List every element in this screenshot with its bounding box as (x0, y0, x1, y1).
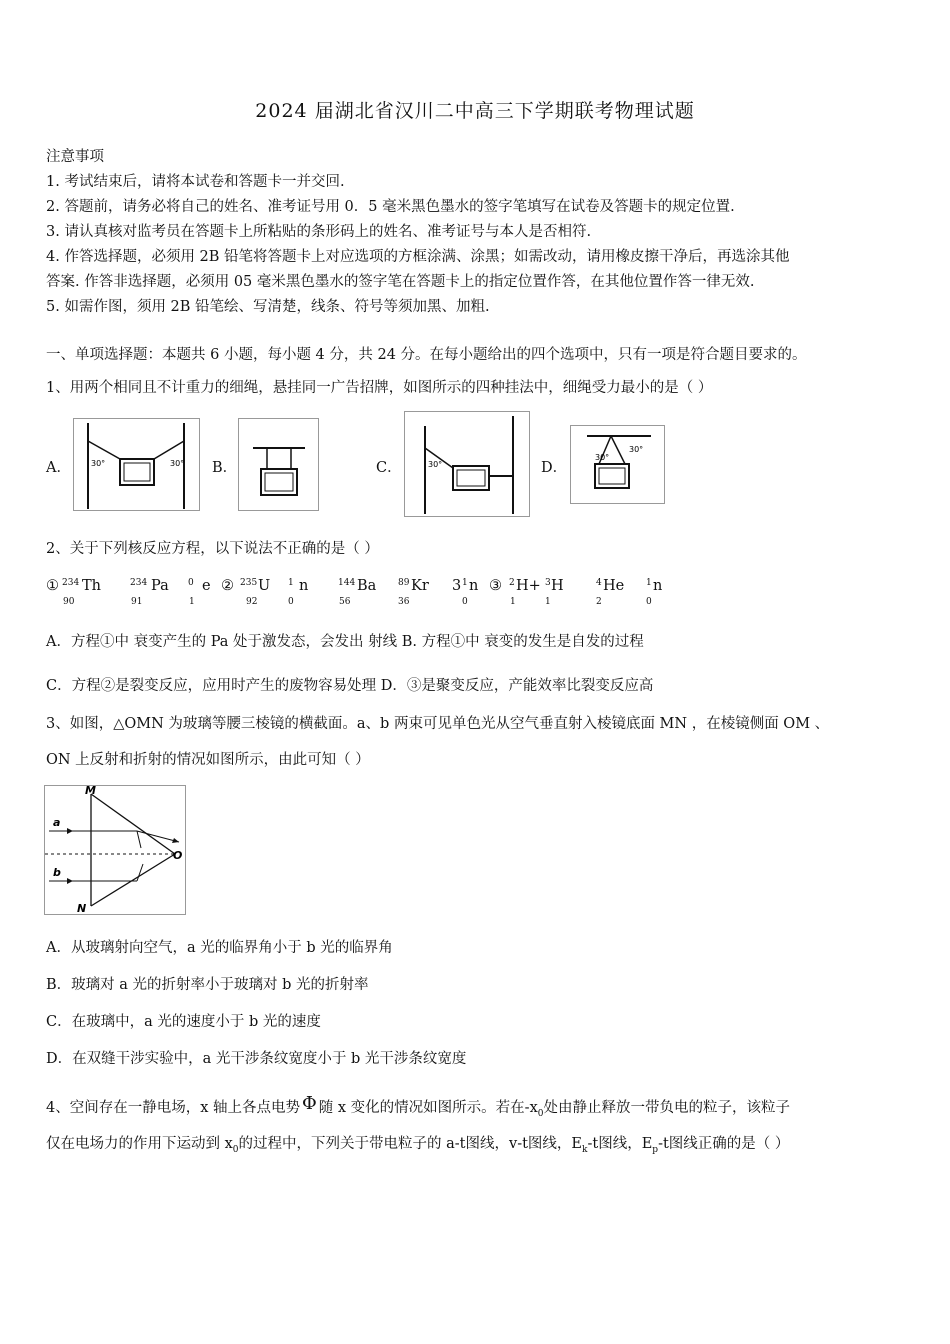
notice-item: 1. 考试结束后，请将本试卷和答题卡一并交回. (46, 174, 345, 190)
angle-label: 30° (91, 459, 106, 468)
phi-symbol: Φ (302, 1093, 317, 1114)
angle-label: 30° (428, 460, 443, 469)
nuclide-n-x3: 3 1 0 n (452, 578, 479, 607)
page-title: 2024 届湖北省汉川二中高三下学期联考物理试题 (255, 100, 695, 122)
nuclide-u: 235 92 U (240, 578, 271, 607)
q1-option-c-label: C． (376, 460, 402, 476)
ray-b-label: b (53, 866, 61, 879)
question-3-stem-cont: ON 上反射和折射的情况如图所示，由此可知（ ） (46, 752, 370, 768)
q3-option-d: D．在双缝干涉实验中，a 光干涉条纹宽度小于 b 光干涉条纹宽度 (46, 1051, 467, 1067)
angle-label: 30° (595, 453, 610, 462)
notice-item: 4. 作答选择题，必须用 2B 铅笔将答题卡上对应选项的方框涂满、涂黑；如需改动，请用橡皮擦干净后，再选涂其他 (46, 249, 790, 265)
q3-option-a: A．从玻璃射向空气，a 光的临界角小于 b 光的临界角 (46, 940, 393, 956)
q1-figure-b (238, 418, 319, 511)
section-heading: 一、单项选择题：本题共 6 小题，每小题 4 分，共 24 分。在每小题给出的四个选项中，只有一项是符合题目要求的。 (46, 347, 807, 363)
angle-label: 30° (629, 445, 644, 454)
notice-item: 答案. 作答非选择题，必须用 05 毫米黑色墨水的签字笔在答题卡上的指定位置作答，在其他位置作答一律无效. (46, 274, 755, 290)
nuclide-h2: 2 1 H+ (509, 578, 541, 607)
question-3-stem: 3、如图，△OMN 为玻璃等腰三棱镜的横截面。a、b 两束可见单色光从空气垂直射入棱镜底面 MN ，在棱镜侧面 OM 、 (46, 716, 830, 732)
q1-option-a-label: A． (46, 460, 71, 476)
notice-item: 2. 答题前，请务必将自己的姓名、准考证号用 0．5 毫米黑色墨水的签字笔填写在试卷及答题卡的规定位置. (46, 199, 735, 215)
question-4-stem: 4、空间存在一静电场，x 轴上各点电势 Φ 随 x 变化的情况如图所示。若在$-x_0$处由静止释放一带负电的粒子，该粒子 (46, 1093, 790, 1119)
nuclide-ba: 144 56 Ba (338, 578, 377, 607)
notice-item: 5. 如需作图，须用 2B 铅笔绘、写清楚，线条、符号等须加黑、加粗. (46, 299, 490, 315)
q1-option-d-label: D． (541, 460, 568, 476)
q1-figure-a (73, 418, 200, 511)
notice-item: 3. 请认真核对监考员在答题卡上所粘贴的条形码上的姓名、准考证号与本人是否相符. (46, 224, 592, 240)
nuclide-th: 234 90 Th (62, 578, 102, 607)
vertex-n-label: N (77, 902, 87, 914)
vertex-m-label: M (85, 786, 96, 797)
question-4-stem-cont: 仅在电场力的作用下运动到 $x_0$的过程中，下列关于带电粒子的 a-t图线，v-t图线，$E_k-t$图线，$E_p-t$图线正确的是（ ） (46, 1136, 790, 1155)
vertex-o-label: O (173, 849, 183, 862)
q2-options-cd: C．方程②是裂变反应，应用时产生的废物容易处理 D．③是聚变反应，产能效率比裂变反应高 (46, 678, 654, 694)
q1-option-b-label: B． (212, 460, 238, 476)
q3-option-c: C．在玻璃中，a 光的速度小于 b 光的速度 (46, 1014, 321, 1030)
nuclide-he: 4 2 He (596, 578, 625, 607)
nuclide-n-out: 1 0 n (646, 578, 663, 607)
nuclide-pa: 234 91 Pa (130, 578, 169, 607)
question-2-stem: 2、关于下列核反应方程，以下说法不正确的是（ ） (46, 541, 379, 557)
nuclide-n: 1 0 n (288, 578, 309, 607)
ray-a-label: a (53, 816, 61, 829)
question-1-stem: 1、用两个相同且不计重力的细绳，悬挂同一广告招牌，如图所示的四种挂法中，细绳受力最小的是（ ） (46, 380, 713, 396)
q3-option-b: B．玻璃对 a 光的折射率小于玻璃对 b 光的折射率 (46, 977, 369, 993)
angle-label: 30° (170, 459, 185, 468)
q1-figure-c (404, 411, 530, 517)
prism-figure (44, 785, 186, 915)
nuclide-h3: 3 1 H (545, 578, 564, 607)
q2-options-ab: A．方程①中 衰变产生的 Pa 处于激发态，会发出 射线 B. 方程①中 衰变的发生是自发的过程 (46, 634, 644, 650)
nuclide-e: 0 1 e (188, 578, 211, 607)
q1-figure-d (570, 425, 665, 504)
notice-heading: 注意事项 (46, 149, 104, 165)
nuclide-kr: 89 36 Kr (398, 578, 429, 607)
